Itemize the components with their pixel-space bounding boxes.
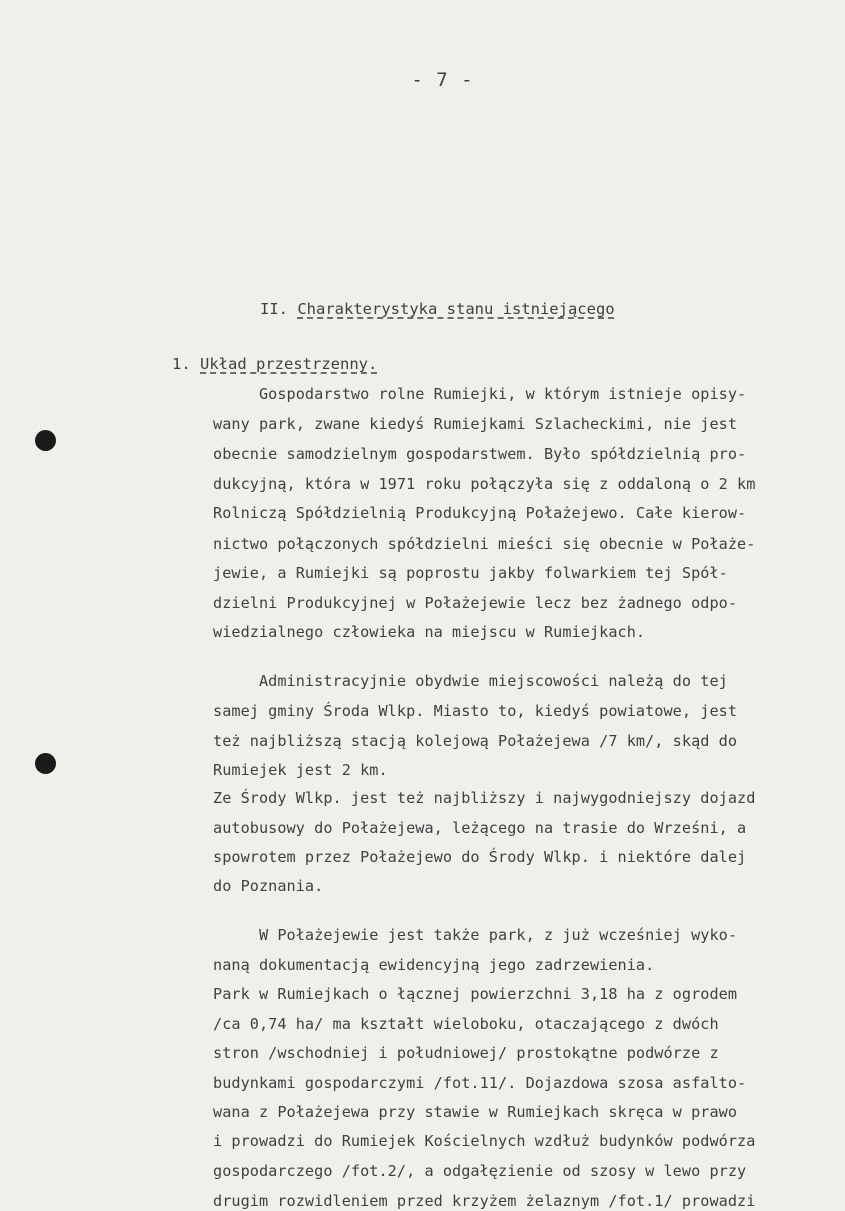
text-line: i prowadzi do Rumiejek Kościelnych wzdłuż budynków podwórza: [213, 1132, 756, 1151]
text-line: Gospodarstwo rolne Rumiejki, w którym istnieje opisy-: [213, 385, 747, 404]
text-line: budynkami gospodarczymi /fot.11/. Dojazdowa szosa asfalto-: [213, 1073, 747, 1092]
text-line: autobusowy do Połażejewa, leżącego na trasie do Wrześni, a: [213, 818, 747, 837]
text-line: też najbliższą stacją kolejową Połażejewa /7 km/, skąd do: [213, 732, 738, 751]
text-line: wana z Połażejewa przy stawie w Rumiejkach skręca w prawo: [213, 1102, 738, 1121]
section-heading: [260, 300, 615, 318]
subsection-heading: [172, 355, 377, 373]
text-line: naną dokumentacją ewidencyjną jego zadrzewienia.: [213, 956, 655, 975]
text-line: dzielni Produkcyjnej w Połażejewie lecz bez żadnego odpo-: [213, 593, 738, 612]
text-line: wiedzialnego człowieka na miejscu w Rumiejkach.: [213, 622, 646, 641]
text-line: Rumiejek jest 2 km.: [213, 761, 388, 780]
text-line: Administracyjnie obydwie miejscowości należą do tej: [213, 672, 728, 691]
page-number: - 7 -: [411, 69, 474, 91]
subsection-number: 1.: [172, 355, 191, 373]
text-line: obecnie samodzielnym gospodarstwem. Było spółdzielnią pro-: [213, 445, 747, 464]
text-line: gospodarczego /fot.2/, a odgałęzienie od szosy w lewo przy: [213, 1162, 747, 1181]
text-line: dukcyjną, która w 1971 roku połączyła się z oddaloną o 2 km: [213, 475, 756, 494]
text-line: samej gminy Środa Wlkp. Miasto to, kiedyś powiatowe, jest: [213, 702, 738, 721]
text-line: wany park, zwane kiedyś Rumiejkami Szlacheckimi, nie jest: [213, 415, 738, 434]
punch-hole-top: [35, 430, 56, 451]
punch-hole-bottom: [35, 753, 56, 774]
text-line: /ca 0,74 ha/ ma kształt wieloboku, otaczającego z dwóch: [213, 1014, 719, 1033]
text-line: Rolniczą Spółdzielnią Produkcyjną Połażejewo. Całe kierow-: [213, 504, 747, 523]
text-line: jewie, a Rumiejki są poprostu jakby folwarkiem tej Spół-: [213, 563, 728, 582]
text-line: nictwo połączonych spółdzielni mieści się obecnie w Połaże-: [213, 534, 756, 553]
section-numeral: II.: [260, 300, 288, 318]
text-line: spowrotem przez Połażejewo do Środy Wlkp. i niektóre dalej: [213, 847, 747, 866]
text-line: W Połażejewie jest także park, z już wcześniej wyko-: [213, 926, 738, 945]
subsection-title: Układ przestrzenny.: [200, 355, 378, 373]
text-line: Park w Rumiejkach o łącznej powierzchni 3,18 ha z ogrodem: [213, 984, 738, 1003]
text-line: stron /wschodniej i południowej/ prostokątne podwórze z: [213, 1043, 719, 1062]
text-line: do Poznania.: [213, 876, 324, 895]
text-line: Ze Środy Wlkp. jest też najbliższy i najwygodniejszy dojazd: [213, 788, 756, 807]
section-title: Charakterystyka stanu istniejącego: [297, 300, 615, 318]
text-line: drugim rozwidleniem przed krzyżem żelaznym /fot.1/ prowadzi: [213, 1192, 756, 1211]
